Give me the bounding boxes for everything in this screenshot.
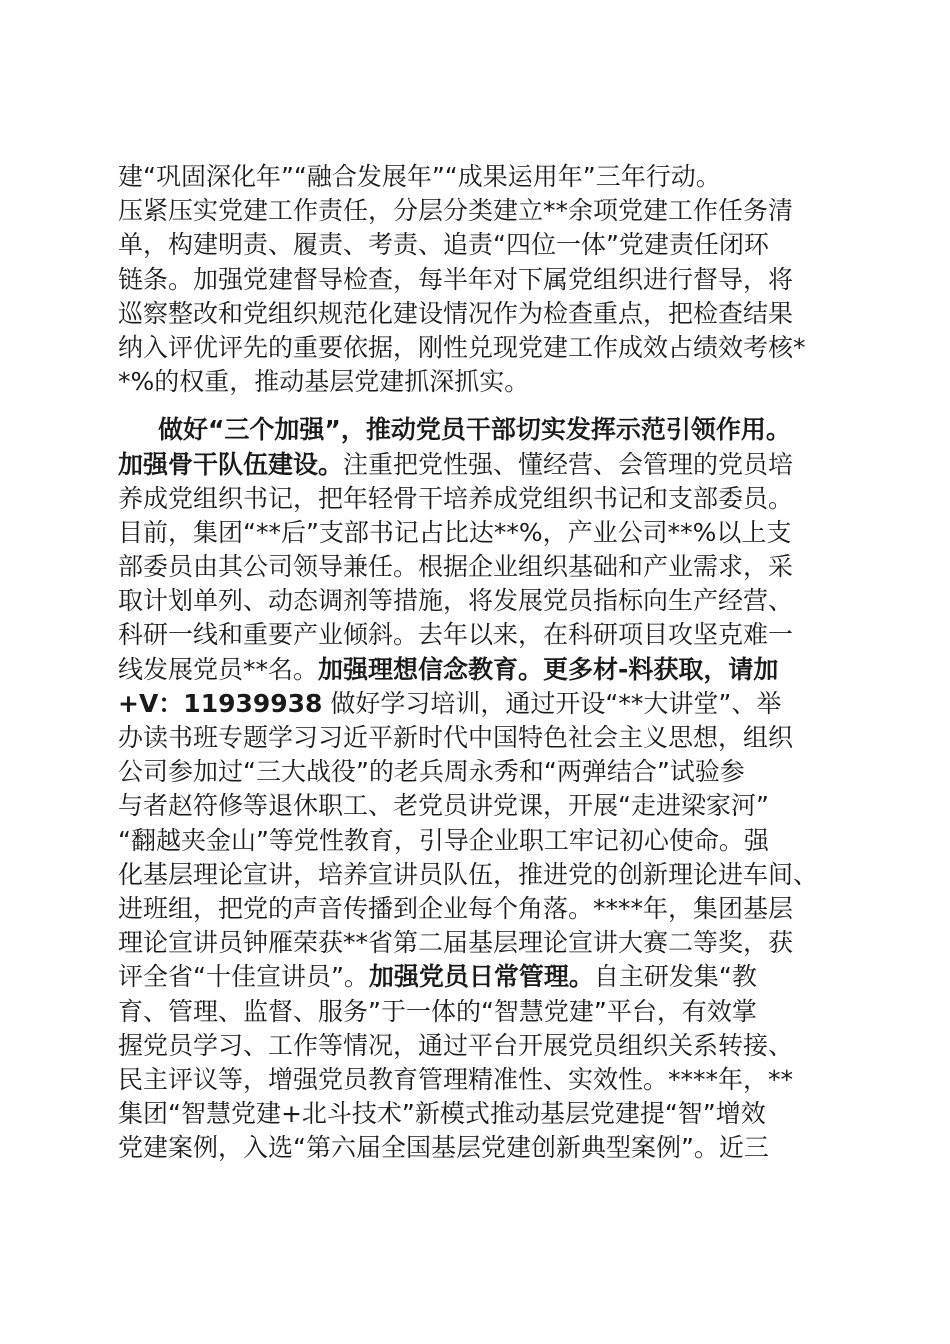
text-segment: 育、管理、监督、服务”于一体的“智慧党建”平台，有效掌 [118,996,757,1026]
text-line [118,892,834,926]
text-line [118,550,834,584]
text-segment: 科研一线和重要产业倾斜。去年以来，在科研项目攻坚克难一 [118,620,794,650]
text-line [118,926,834,960]
text-line [118,584,834,618]
text-line [118,413,834,447]
text-line [118,755,834,789]
text-line [118,1131,834,1165]
text-line [118,482,834,516]
text-segment: 办读书班专题学习习近平新时代中国特色社会主义思想，组织 [118,723,794,752]
text-line [118,995,834,1029]
text-line [118,263,834,297]
bold-text-segment: 加强理想信念教育。更多材-料获取，请加 [318,654,779,684]
text-line [118,721,834,755]
bold-text-segment: 加强党员日常管理。 [368,962,594,992]
bold-text-segment: 做好“三个加强”，推动党员干部切实发挥示范引领作用。 [158,415,791,445]
text-line [118,228,834,262]
text-line [118,960,834,994]
text-segment: 目前，集团“**后”支部书记占比达**%，产业公司**%以上支 [118,517,792,547]
text-segment: 握党员学习、工作等情况，通过平台开展党员组织关系转接、 [118,1030,794,1060]
text-line [118,653,834,687]
text-line [118,618,834,652]
text-line [118,1097,834,1131]
text-line [118,824,834,858]
bold-text-segment: 加强骨干队伍建设。 [118,449,344,479]
text-line [118,687,834,721]
text-segment: 线发展党员**名。 [118,654,319,684]
text-segment: 纳入评优评先的重要依据，刚性兑现党建工作成效占绩效考核* [118,332,806,362]
text-segment: 评全省“十佳宣讲员”。 [118,962,369,992]
text-segment: 进班组，把党的声音传播到企业每个角落。****年，集团基层 [118,893,794,923]
text-line [118,1029,834,1063]
text-segment: *%的权重，推动基层党建抓深抓实。 [118,367,530,397]
text-segment: 做好学习培训，通过开设“**大讲堂”、举 [322,688,782,718]
text-line [118,160,834,194]
text-segment: 自主研发集“教 [593,962,757,992]
text-segment: 压紧压实党建工作责任，分层分类建立**余项党建工作任务清 [118,196,794,226]
text-line [118,331,834,365]
text-segment: 单，构建明责、履责、考责、追责“四位一体”党建责任闭环 [118,230,769,260]
text-segment: 养成党组织书记，把年轻骨干培养成党组织书记和支部委员。 [118,483,794,513]
text-line [118,789,834,823]
text-segment: 集团“智慧党建+北斗技术”新模式推动基层党建提“智”增效 [118,1099,766,1129]
text-segment: 公司参加过“三大战役”的老兵周永秀和“两弹结合”试验参 [118,757,745,787]
text-segment: 化基层理论宣讲，培养宣讲员队伍，推进党的创新理论进车间、 [118,859,819,889]
text-segment: 建“巩固深化年”“融合发展年”“成果运用年”三年行动。 [118,162,721,191]
text-line [118,516,834,550]
text-segment: 巡察整改和党组织规范化建设情况作为检查重点，把检查结果 [118,298,794,328]
text-line [118,448,834,482]
text-segment: 民主评议等，增强党员教育管理精准性、实效性。****年，** [118,1064,794,1094]
text-segment: 与者赵符修等退休职工、老党员讲党课，开展“走进梁家河” [118,791,769,821]
text-line [118,1063,834,1097]
text-line [118,194,834,228]
text-segment: 部委员由其公司领导兼任。根据企业组织基础和产业需求，采 [118,552,794,582]
text-line [118,858,834,892]
text-segment: 取计划单列、动态调剂等措施，将发展党员指标向生产经营、 [118,586,794,616]
text-segment: “翻越夹金山”等党性教育，引导企业职工牢记初心使命。强 [118,825,769,855]
text-segment: 注重把党性强、懂经营、会管理的党员培 [343,449,794,479]
text-line [118,365,834,399]
text-segment: 党建案例，入选“第六届全国基层党建创新典型案例”。近三 [118,1133,769,1163]
body-text [118,160,834,1165]
text-segment: 链条。加强党建督导检查，每半年对下属党组织进行督导，将 [118,264,794,294]
text-segment: 理论宣讲员钟雁荣获**省第二届基层理论宣讲大赛二等奖，获 [118,928,794,958]
text-line [118,297,834,331]
bold-text-segment: +V：11939938 [118,688,323,718]
